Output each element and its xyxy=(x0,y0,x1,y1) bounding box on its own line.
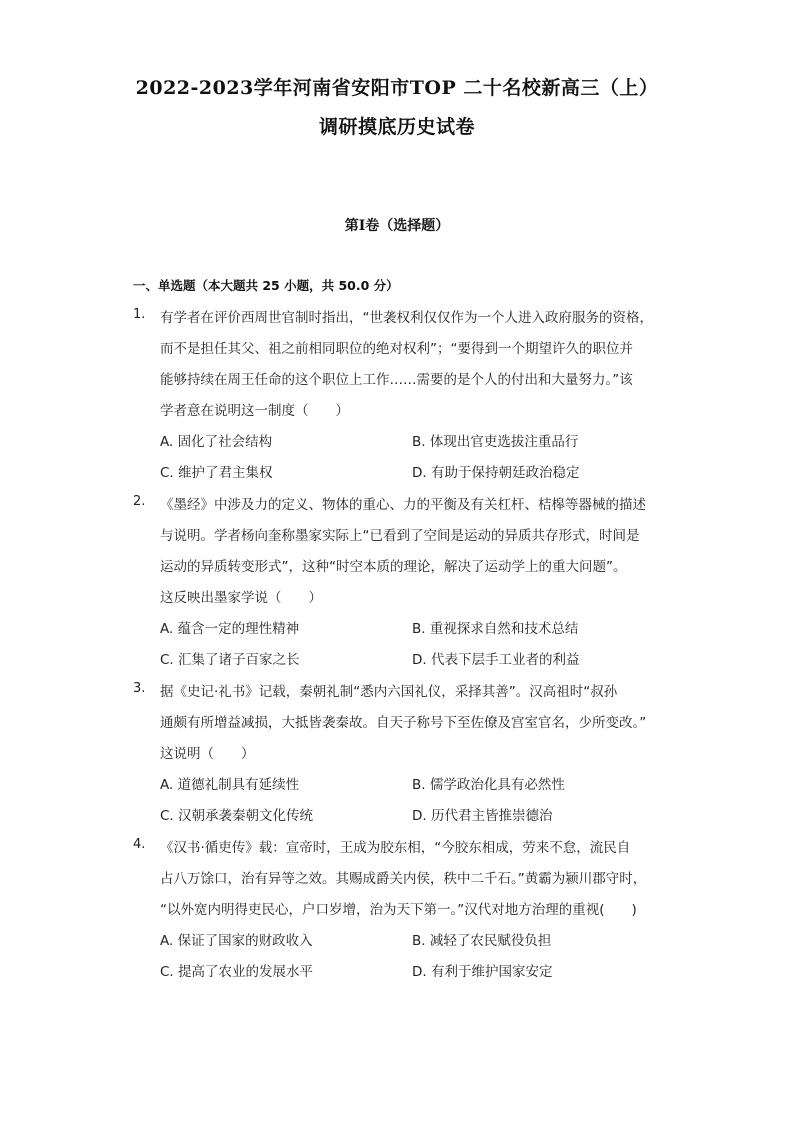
option-d: D. 代表下层手工业者的利益 xyxy=(412,652,580,668)
option-b: B. 体现出官吏选拔注重品行 xyxy=(412,434,579,450)
option-b: B. 儒学政治化具有必然性 xyxy=(412,777,565,793)
question-number: 4. xyxy=(133,837,146,852)
question-text-line: 而不是担任其父、祖之前相同职位的绝对权利”；“要得到一个期望许久的职位并 xyxy=(160,341,633,357)
option-d: D. 历代君主皆推崇德治 xyxy=(412,808,553,824)
question-text-line: 与说明。学者杨向奎称墨家实际上“已看到了空间是运动的异质共存形式，时间是 xyxy=(160,528,640,544)
option-d: D. 有利于维护国家安定 xyxy=(412,964,553,980)
volume-label: 第Ⅰ卷（选择题） xyxy=(344,218,450,234)
exam-title-line-1: 2022-2023学年河南省安阳市TOP 二十名校新高三（上） xyxy=(135,77,659,99)
question-text-line: 《墨经》中涉及力的定义、物体的重心、力的平衡及有关杠杆、桔槔等器械的描述 xyxy=(160,497,646,513)
option-b: B. 减轻了农民赋役负担 xyxy=(412,933,552,949)
question-text-line: 占八万馀口，治有异等之效。其赐成爵关内侯，秩中二千石。”黄霸为颍川郡守时， xyxy=(160,871,647,887)
option-a: A. 保证了国家的财政收入 xyxy=(160,933,313,949)
question-number: 3. xyxy=(133,681,146,696)
question-text-line: 据《史记·礼书》记载，秦朝礼制“悉内六国礼仪，采择其善”。汉高祖时“叔孙 xyxy=(160,684,618,700)
question-text-line: 学者意在说明这一制度（ ） xyxy=(160,403,349,419)
question-text-line: 这反映出墨家学说（ ） xyxy=(160,590,322,606)
question-text-line: 有学者在评价西周世官制时指出，“世袭权利仅仅作为一个人进入政府服务的资格， xyxy=(160,310,653,326)
question-text-line: 运动的异质转变形式”，这种“时空本质的理论，解决了运动学上的重大问题”。 xyxy=(160,559,627,575)
question-text-line: 这说明（ ） xyxy=(160,746,255,762)
question-text-line: 能够持续在周王任命的这个职位上工作……需要的是个人的付出和大量努力。”该 xyxy=(160,372,633,388)
option-c: C. 汉朝承袭秦朝文化传统 xyxy=(160,808,314,824)
option-c: C. 提高了农业的发展水平 xyxy=(160,964,314,980)
exam-title-line-2: 调研摸底历史试卷 xyxy=(318,116,475,138)
question-text-line: “以外宽内明得吏民心，户口岁增，治为天下第一。”汉代对地方治理的重视( ) xyxy=(160,902,637,918)
option-c: C. 汇集了诸子百家之长 xyxy=(160,652,300,668)
option-d: D. 有助于保持朝廷政治稳定 xyxy=(412,465,580,481)
option-a: A. 固化了社会结构 xyxy=(160,434,273,450)
question-number: 1. xyxy=(133,307,146,322)
question-number: 2. xyxy=(133,494,146,509)
option-b: B. 重视探求自然和技术总结 xyxy=(412,621,579,637)
option-a: A. 道德礼制具有延续性 xyxy=(160,777,300,793)
section-heading: 一、单选题（本大题共 25 小题，共 50.0 分） xyxy=(133,278,399,293)
option-a: A. 蕴含一定的理性精神 xyxy=(160,621,300,637)
option-c: C. 维护了君主集权 xyxy=(160,465,273,481)
question-text-line: 通颇有所增益减损，大抵皆袭秦故。自天子称号下至佐僚及宫室官名，少所变改。” xyxy=(160,715,647,731)
question-text-line: 《汉书·循吏传》载：宣帝时，王成为胶东相，“今胶东相成，劳来不怠，流民自 xyxy=(160,840,631,856)
